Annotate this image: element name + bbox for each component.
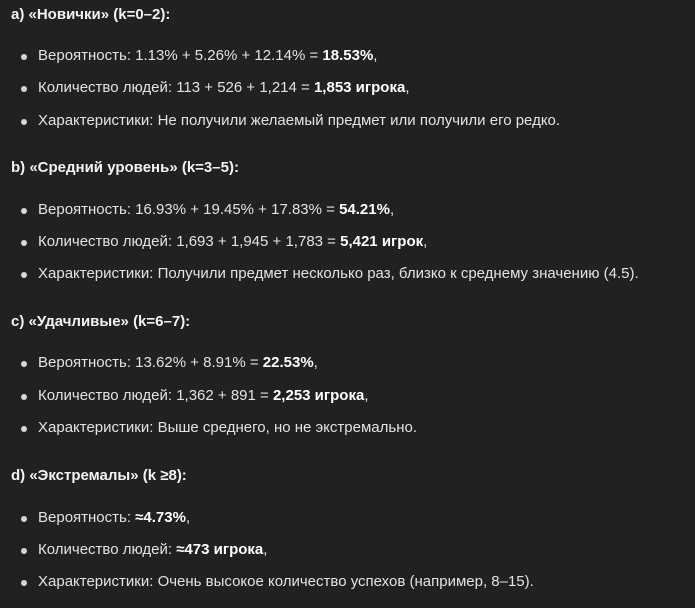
list-item [0, 47, 695, 69]
list-item [0, 541, 695, 563]
list-item-text: Количество людей: 113 + 526 + 1,214 = 1,853 игрока, [38, 79, 410, 96]
bullet-icon [21, 272, 27, 278]
list-item-text: Характеристики: Не получили желаемый предмет или получили его редко. [38, 112, 561, 129]
section-heading-lucky: c) «Удачливые» (k=6–7): [11, 313, 191, 330]
list-item-text: Количество людей: 1,362 + 891 = 2,253 игрока, [38, 387, 369, 404]
bullet-icon [21, 240, 27, 246]
list-item-text: Количество людей: 1,693 + 1,945 + 1,783 = 5,421 игрок, [38, 233, 428, 250]
bullet-icon [21, 54, 27, 60]
list-item [0, 233, 695, 255]
list-item [0, 419, 695, 441]
list-item-text: Вероятность: 1.13% + 5.26% + 12.14% = 18.53%, [38, 47, 378, 64]
bullet-icon [21, 86, 27, 92]
bullet-icon [21, 394, 27, 400]
list-item-text: Характеристики: Очень высокое количество успехов (например, 8–15). [38, 573, 534, 590]
bullet-icon [21, 548, 27, 554]
list-item-text: Характеристики: Получили предмет несколько раз, близко к среднему значению (4.5). [38, 265, 639, 282]
section-heading-extremes: d) «Экстремалы» (k ≥8): [11, 467, 187, 484]
list-item [0, 201, 695, 223]
section-heading-average: b) «Средний уровень» (k=3–5): [11, 159, 239, 176]
list-item-text: Вероятность: ≈4.73%, [38, 509, 191, 526]
list-item-text: Вероятность: 16.93% + 19.45% + 17.83% = 54.21%, [38, 201, 395, 218]
list-item-text: Характеристики: Выше среднего, но не экстремально. [38, 419, 417, 436]
bullet-icon [21, 208, 27, 214]
bullet-icon [21, 361, 27, 367]
list-item [0, 573, 695, 595]
list-item [0, 265, 695, 287]
list-item [0, 79, 695, 101]
list-item-text: Количество людей: ≈473 игрока, [38, 541, 268, 558]
bullet-icon [21, 580, 27, 586]
bullet-icon [21, 119, 27, 125]
bullet-icon [21, 426, 27, 432]
list-item [0, 112, 695, 134]
list-item [0, 387, 695, 409]
list-item-text: Вероятность: 13.62% + 8.91% = 22.53%, [38, 354, 318, 371]
list-item [0, 509, 695, 531]
list-item [0, 354, 695, 376]
bullet-icon [21, 516, 27, 522]
section-heading-novices: a) «Новички» (k=0–2): [11, 6, 171, 23]
